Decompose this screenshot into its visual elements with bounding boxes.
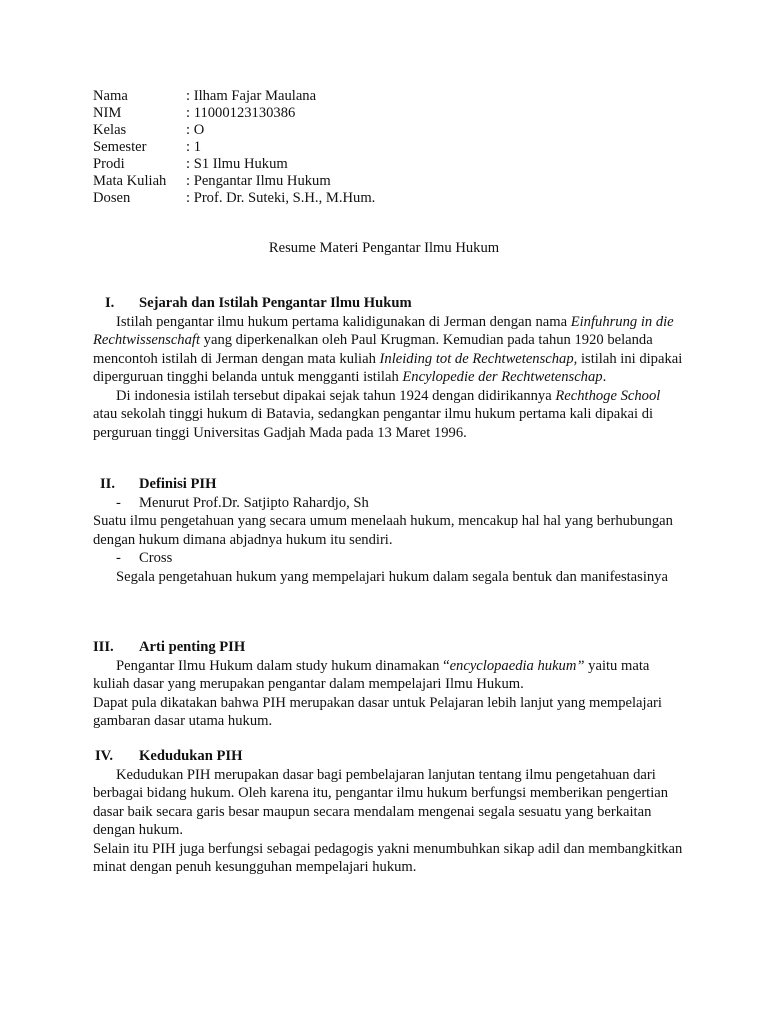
section-1: [93, 294, 683, 442]
info-value: : 1: [186, 139, 201, 155]
italic-term: Einfuhrung in die Rechtwissenschaft: [93, 313, 674, 348]
list-item: [93, 494, 683, 513]
section-number: II.: [100, 476, 116, 492]
info-row-nim: [93, 105, 375, 122]
paragraph: Dapat pula dikatakan bahwa PIH merupakan dasar untuk Pelajaran lebih lanjut yang mempelajari gambaran dasar utama hukum.: [93, 694, 662, 729]
info-label: Dosen: [93, 190, 131, 206]
italic-term: Rechthoge School: [555, 387, 661, 404]
info-row-prodi: [93, 156, 375, 173]
paragraph: [93, 657, 683, 694]
section-heading: [93, 294, 683, 313]
paragraph: Segala pengetahuan hukum yang mempelajari hukum dalam segala bentuk dan manifestasinya: [116, 568, 668, 585]
info-label: Mata Kuliah: [93, 173, 167, 189]
student-info: [93, 88, 375, 207]
section-title: Arti penting PIH: [139, 639, 246, 655]
paragraph: Kedudukan PIH merupakan dasar bagi pembelajaran lanjutan tentang ilmu pengetahuan dari berbagai bidang hukum. Oleh karena itu, pengantar ilmu hukum berfungsi memberikan pengertian dasar baik secara garis besar maupun secara mendalam mengenai segala sesuatu yang berkaitan dengan hukum.: [93, 766, 669, 838]
section-heading: [93, 747, 683, 766]
text: Istilah pengantar ilmu hukum pertama kalidigunakan di Jerman dengan nama: [116, 313, 571, 330]
text: yaitu mata kuliah dasar yang merupakan pengantar dalam mempelajari Ilmu Hukum.: [93, 657, 650, 692]
section-title: Sejarah dan Istilah Pengantar Ilmu Hukum: [139, 295, 412, 311]
italic-term: encyclopaedia hukum”: [449, 657, 585, 674]
info-label: Prodi: [93, 156, 125, 172]
dash-bullet: -: [116, 494, 121, 511]
info-value: : Pengantar Ilmu Hukum: [186, 173, 331, 189]
italic-term: Inleiding tot de Rechtwetenschap,: [379, 350, 578, 367]
section-number: I.: [105, 295, 115, 311]
section-heading: [93, 638, 683, 657]
info-label: Semester: [93, 139, 147, 155]
section-title: Definisi PIH: [139, 476, 217, 492]
list-item-label: Cross: [139, 550, 173, 566]
list-item: [93, 549, 683, 568]
dash-bullet: -: [116, 550, 121, 566]
section-4: [93, 747, 683, 877]
italic-term: Encylopedie der Rechtwetenschap: [402, 369, 603, 385]
text: yang diperkenalkan oleh Paul Krugman. Kemudian pada tahun 1920 belanda mencontoh istilah di Jerman dengan mata kuliah: [93, 332, 653, 367]
info-label: Kelas: [93, 122, 127, 138]
section-2: [93, 475, 683, 586]
info-row-mata-kuliah: [93, 173, 375, 190]
info-label: NIM: [93, 105, 122, 121]
list-item-label: Menurut Prof.Dr. Satjipto Rahardjo, Sh: [139, 494, 369, 511]
paragraph: [93, 313, 683, 387]
info-value: : Prof. Dr. Suteki, S.H., M.Hum.: [186, 190, 376, 206]
info-row-dosen: [93, 190, 375, 207]
info-value: : O: [186, 122, 205, 138]
info-value: : Ilham Fajar Maulana: [186, 88, 317, 104]
section-number: IV.: [95, 748, 113, 764]
section-heading: [93, 475, 683, 494]
text: atau sekolah tinggi hukum di Batavia, sedangkan pengantar ilmu hukum pertama kali dipakai di perguruan tinggi Universitas Gadjah Mada pada 13 Maret 1996.: [93, 406, 654, 441]
info-row-nama: [93, 88, 375, 105]
info-row-kelas: [93, 122, 375, 139]
paragraph: Selain itu PIH juga berfungsi sebagai pedagogis yakni menumbuhkan sikap adil dan membangkitkan minat dengan penuh kesungguhan mempelajari hukum.: [93, 840, 683, 875]
text: Pengantar Ilmu Hukum dalam study hukum dinamakan “: [116, 657, 450, 674]
section-title: Kedudukan PIH: [139, 748, 243, 764]
paragraph: Suatu ilmu pengetahuan yang secara umum menelaah hukum, mencakup hal hal yang berhubungan dengan hukum dimana abjadnya hukum itu sendiri.: [93, 513, 673, 548]
text: istilah ini dipakai diperguruan tingghi belanda untuk mengganti istilah: [93, 350, 683, 385]
info-value: : S1 Ilmu Hukum: [186, 156, 288, 172]
paragraph: [93, 387, 683, 443]
info-row-semester: [93, 139, 375, 156]
text: .: [602, 369, 607, 385]
section-number: III.: [93, 639, 114, 655]
text: Di indonesia istilah tersebut dipakai sejak tahun 1924 dengan didirikannya: [116, 387, 556, 404]
info-label: Nama: [93, 88, 128, 104]
section-3: [93, 638, 683, 731]
document-title: Resume Materi Pengantar Ilmu Hukum: [268, 240, 500, 256]
info-value: : 11000123130386: [186, 105, 296, 121]
